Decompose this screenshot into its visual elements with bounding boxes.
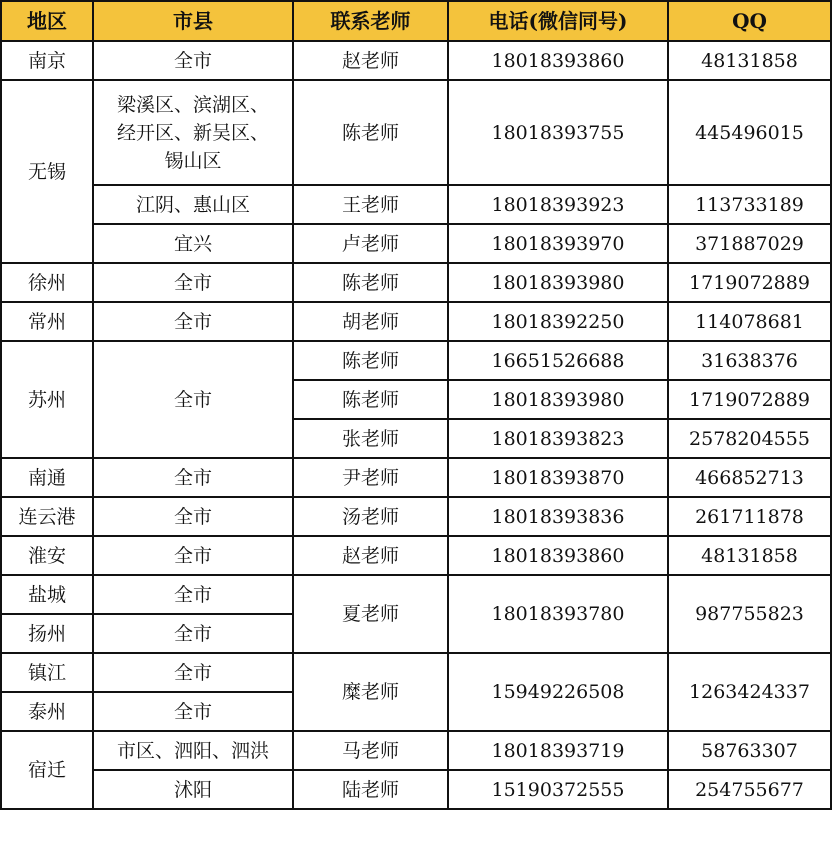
table-cell: 2578204555 (668, 419, 831, 458)
table-cell: 113733189 (668, 185, 831, 224)
table-row (1, 41, 831, 80)
table-cell: 陈老师 (293, 380, 448, 419)
table-cell: 南通 (1, 458, 93, 497)
table-cell: 夏老师 (293, 575, 448, 653)
table-cell: 马老师 (293, 731, 448, 770)
table-header (1, 1, 831, 41)
table-cell: 466852713 (668, 458, 831, 497)
header-phone: 电话(微信同号) (448, 1, 668, 41)
table-cell: 梁溪区、滨湖区、 经开区、新吴区、 锡山区 (93, 80, 293, 185)
table-cell: 1719072889 (668, 380, 831, 419)
table-cell: 371887029 (668, 224, 831, 263)
table-cell: 18018393836 (448, 497, 668, 536)
table-cell: 全市 (93, 653, 293, 692)
table-body (1, 41, 831, 809)
table-cell: 18018393970 (448, 224, 668, 263)
table-cell: 445496015 (668, 80, 831, 185)
table-cell: 1263424337 (668, 653, 831, 731)
table-cell: 全市 (93, 575, 293, 614)
table-cell: 18018393923 (448, 185, 668, 224)
table-cell: 盐城 (1, 575, 93, 614)
table-row (1, 653, 831, 692)
table-cell: 陆老师 (293, 770, 448, 809)
table-row (1, 185, 831, 224)
table-cell: 赵老师 (293, 536, 448, 575)
table-cell: 沭阳 (93, 770, 293, 809)
table-cell: 胡老师 (293, 302, 448, 341)
table-cell: 全市 (93, 302, 293, 341)
table-cell: 苏州 (1, 341, 93, 458)
table-cell: 卢老师 (293, 224, 448, 263)
table-cell: 18018393755 (448, 80, 668, 185)
table-row (1, 536, 831, 575)
table-cell: 张老师 (293, 419, 448, 458)
table-cell: 全市 (93, 497, 293, 536)
table-row (1, 80, 831, 185)
table-cell: 987755823 (668, 575, 831, 653)
table-cell: 江阴、惠山区 (93, 185, 293, 224)
table-row (1, 731, 831, 770)
table-row (1, 341, 831, 380)
table-cell: 1719072889 (668, 263, 831, 302)
header-county: 市县 (93, 1, 293, 41)
table-row (1, 224, 831, 263)
table-cell: 全市 (93, 692, 293, 731)
table-cell: 261711878 (668, 497, 831, 536)
table-cell: 18018393780 (448, 575, 668, 653)
table-cell: 18018393719 (448, 731, 668, 770)
table-cell: 18018392250 (448, 302, 668, 341)
table-cell: 15949226508 (448, 653, 668, 731)
table-cell: 15190372555 (448, 770, 668, 809)
table-row (1, 458, 831, 497)
table-cell: 18018393870 (448, 458, 668, 497)
table-cell: 连云港 (1, 497, 93, 536)
table-cell: 糜老师 (293, 653, 448, 731)
table-cell: 18018393980 (448, 380, 668, 419)
header-teacher: 联系老师 (293, 1, 448, 41)
table-cell: 陈老师 (293, 80, 448, 185)
table-cell: 全市 (93, 341, 293, 458)
table-cell: 254755677 (668, 770, 831, 809)
table-cell: 31638376 (668, 341, 831, 380)
table-cell: 宜兴 (93, 224, 293, 263)
table-cell: 48131858 (668, 536, 831, 575)
table-cell: 114078681 (668, 302, 831, 341)
table-row (1, 302, 831, 341)
header-region: 地区 (1, 1, 93, 41)
table-cell: 陈老师 (293, 341, 448, 380)
table-cell: 18018393980 (448, 263, 668, 302)
table-cell: 常州 (1, 302, 93, 341)
table-cell: 徐州 (1, 263, 93, 302)
table-cell: 18018393823 (448, 419, 668, 458)
table-cell: 赵老师 (293, 41, 448, 80)
table-row (1, 497, 831, 536)
table-row (1, 263, 831, 302)
header-row (1, 1, 831, 41)
table-cell: 16651526688 (448, 341, 668, 380)
table-cell: 全市 (93, 536, 293, 575)
table-cell: 市区、泗阳、泗洪 (93, 731, 293, 770)
table-cell: 扬州 (1, 614, 93, 653)
table-cell: 18018393860 (448, 536, 668, 575)
table-cell: 全市 (93, 41, 293, 80)
table-cell: 全市 (93, 614, 293, 653)
table-cell: 汤老师 (293, 497, 448, 536)
table-cell: 无锡 (1, 80, 93, 263)
table-cell: 全市 (93, 263, 293, 302)
table-cell: 18018393860 (448, 41, 668, 80)
table-cell: 58763307 (668, 731, 831, 770)
table-cell: 陈老师 (293, 263, 448, 302)
table-row (1, 770, 831, 809)
table-cell: 尹老师 (293, 458, 448, 497)
header-qq: QQ (668, 1, 831, 41)
table-cell: 全市 (93, 458, 293, 497)
table-cell: 镇江 (1, 653, 93, 692)
table-cell: 淮安 (1, 536, 93, 575)
table-row (1, 575, 831, 614)
table-cell: 王老师 (293, 185, 448, 224)
table-cell: 宿迁 (1, 731, 93, 809)
table-cell: 48131858 (668, 41, 831, 80)
table-cell: 南京 (1, 41, 93, 80)
table-cell: 泰州 (1, 692, 93, 731)
